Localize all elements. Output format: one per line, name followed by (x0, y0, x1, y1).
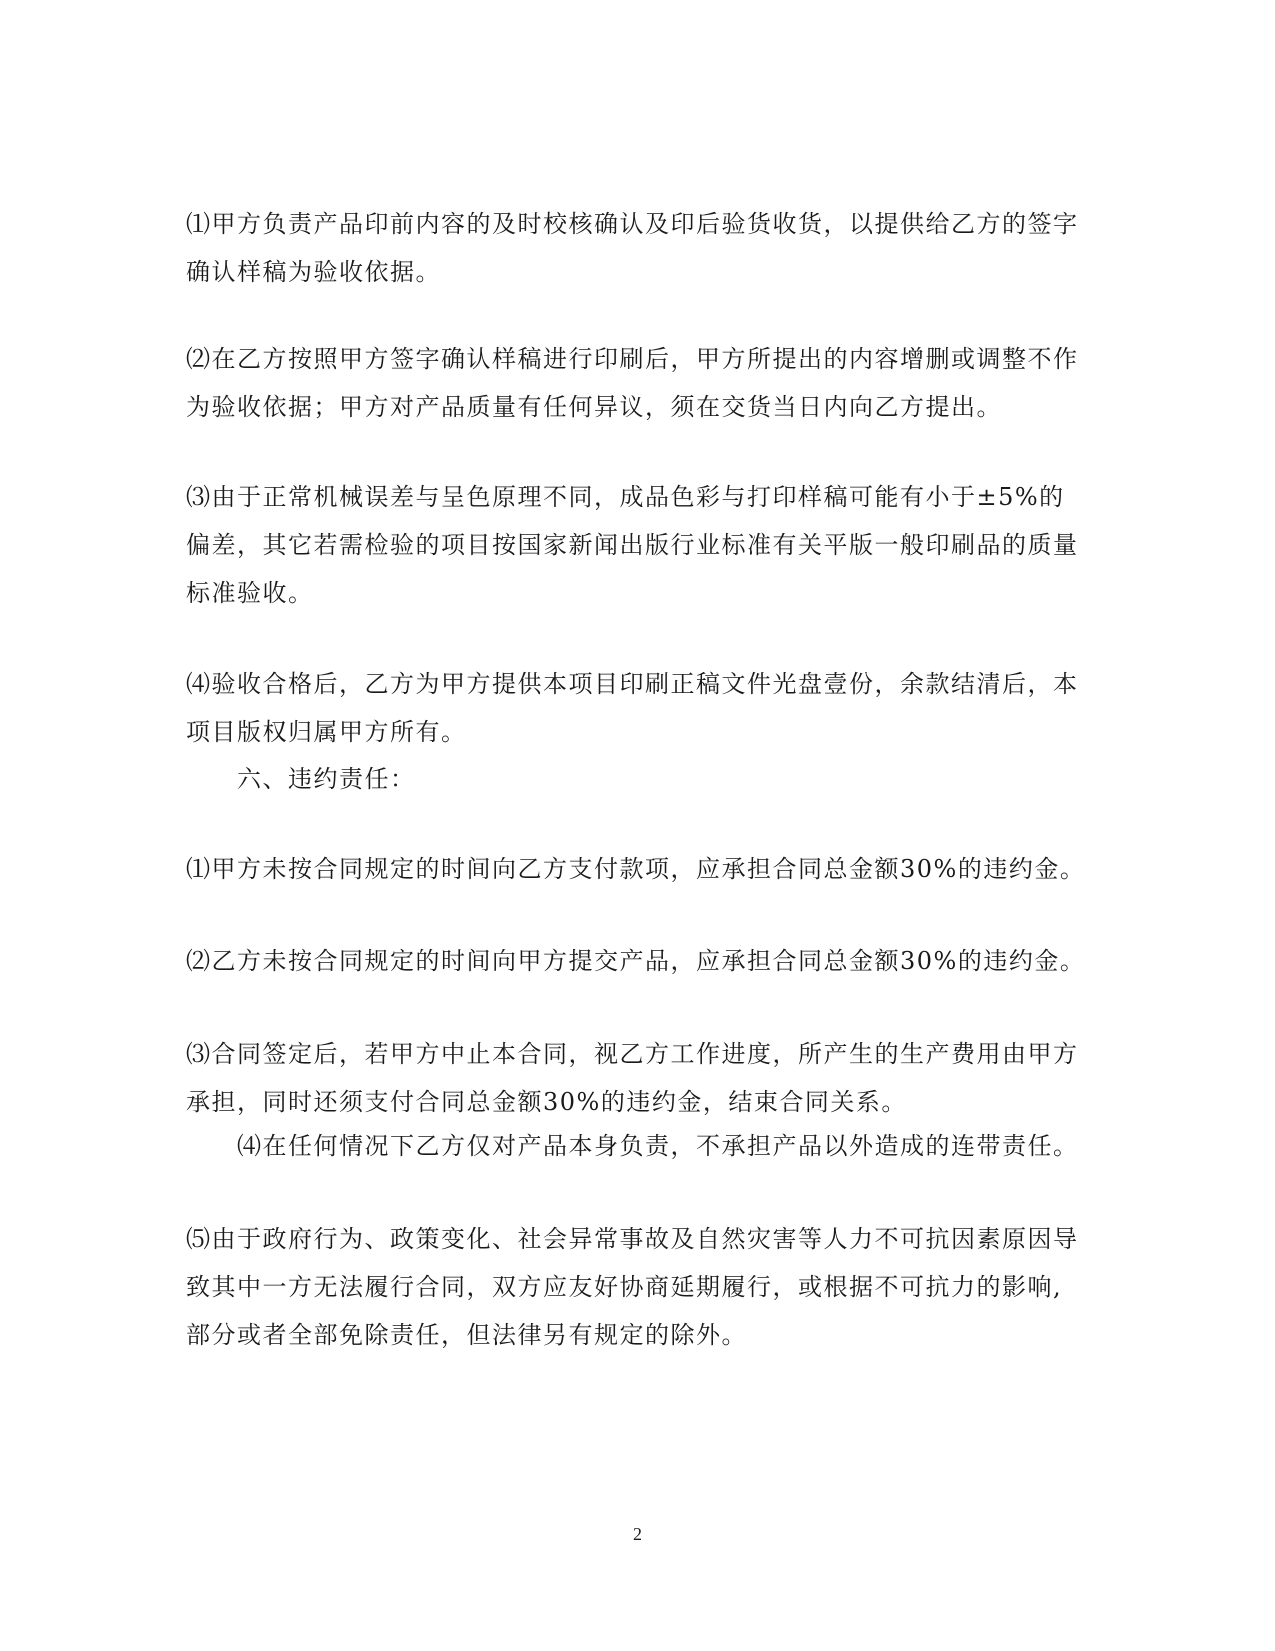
paragraph-acceptance-3: ⑶由于正常机械误差与呈色原理不同，成品色彩与打印样稿可能有小于±5%的偏差，其它若需检验的项目按国家新闻出版行业标准有关平版一般印刷品的质量标准验收。 (186, 483, 1079, 607)
paragraph-liability-3: ⑶合同签定后，若甲方中止本合同，视乙方工作进度，所产生的生产费用由甲方承担，同时还须支付合同总金额30%的违约金，结束合同关系。 (186, 1040, 1079, 1116)
paragraph-liability-4: ⑷在任何情况下乙方仅对产品本身负责，不承担产品以外造成的连带责任。 (237, 1132, 1079, 1160)
paragraph-acceptance-2: ⑵在乙方按照甲方签字确认样稿进行印刷后，甲方所提出的内容增删或调整不作为验收依据；甲方对产品质量有任何异议，须在交货当日内向乙方提出。 (186, 345, 1079, 421)
paragraph-liability-2: ⑵乙方未按合同规定的时间向甲方提交产品，应承担合同总金额30%的违约金。 (186, 947, 1086, 975)
paragraph-acceptance-1: ⑴甲方负责产品印前内容的及时校核确认及印后验货收货，以提供给乙方的签字确认样稿为验收依据。 (186, 210, 1079, 286)
section-heading-liability: 六、违约责任： (237, 765, 416, 793)
paragraph-acceptance-4: ⑷验收合格后，乙方为甲方提供本项目印刷正稿文件光盘壹份，余款结清后，本项目版权归属甲方所有。 (186, 670, 1079, 746)
paragraph-liability-5: ⑸由于政府行为、政策变化、社会异常事故及自然灾害等人力不可抗因素原因导致其中一方无法履行合同，双方应友好协商延期履行，或根据不可抗力的影响,部分或者全部免除责任，但法律另有规定的除外。 (186, 1225, 1079, 1349)
page-number: 2 (633, 1524, 642, 1544)
paragraph-liability-1: ⑴甲方未按合同规定的时间向乙方支付款项，应承担合同总金额30%的违约金。 (186, 855, 1086, 883)
